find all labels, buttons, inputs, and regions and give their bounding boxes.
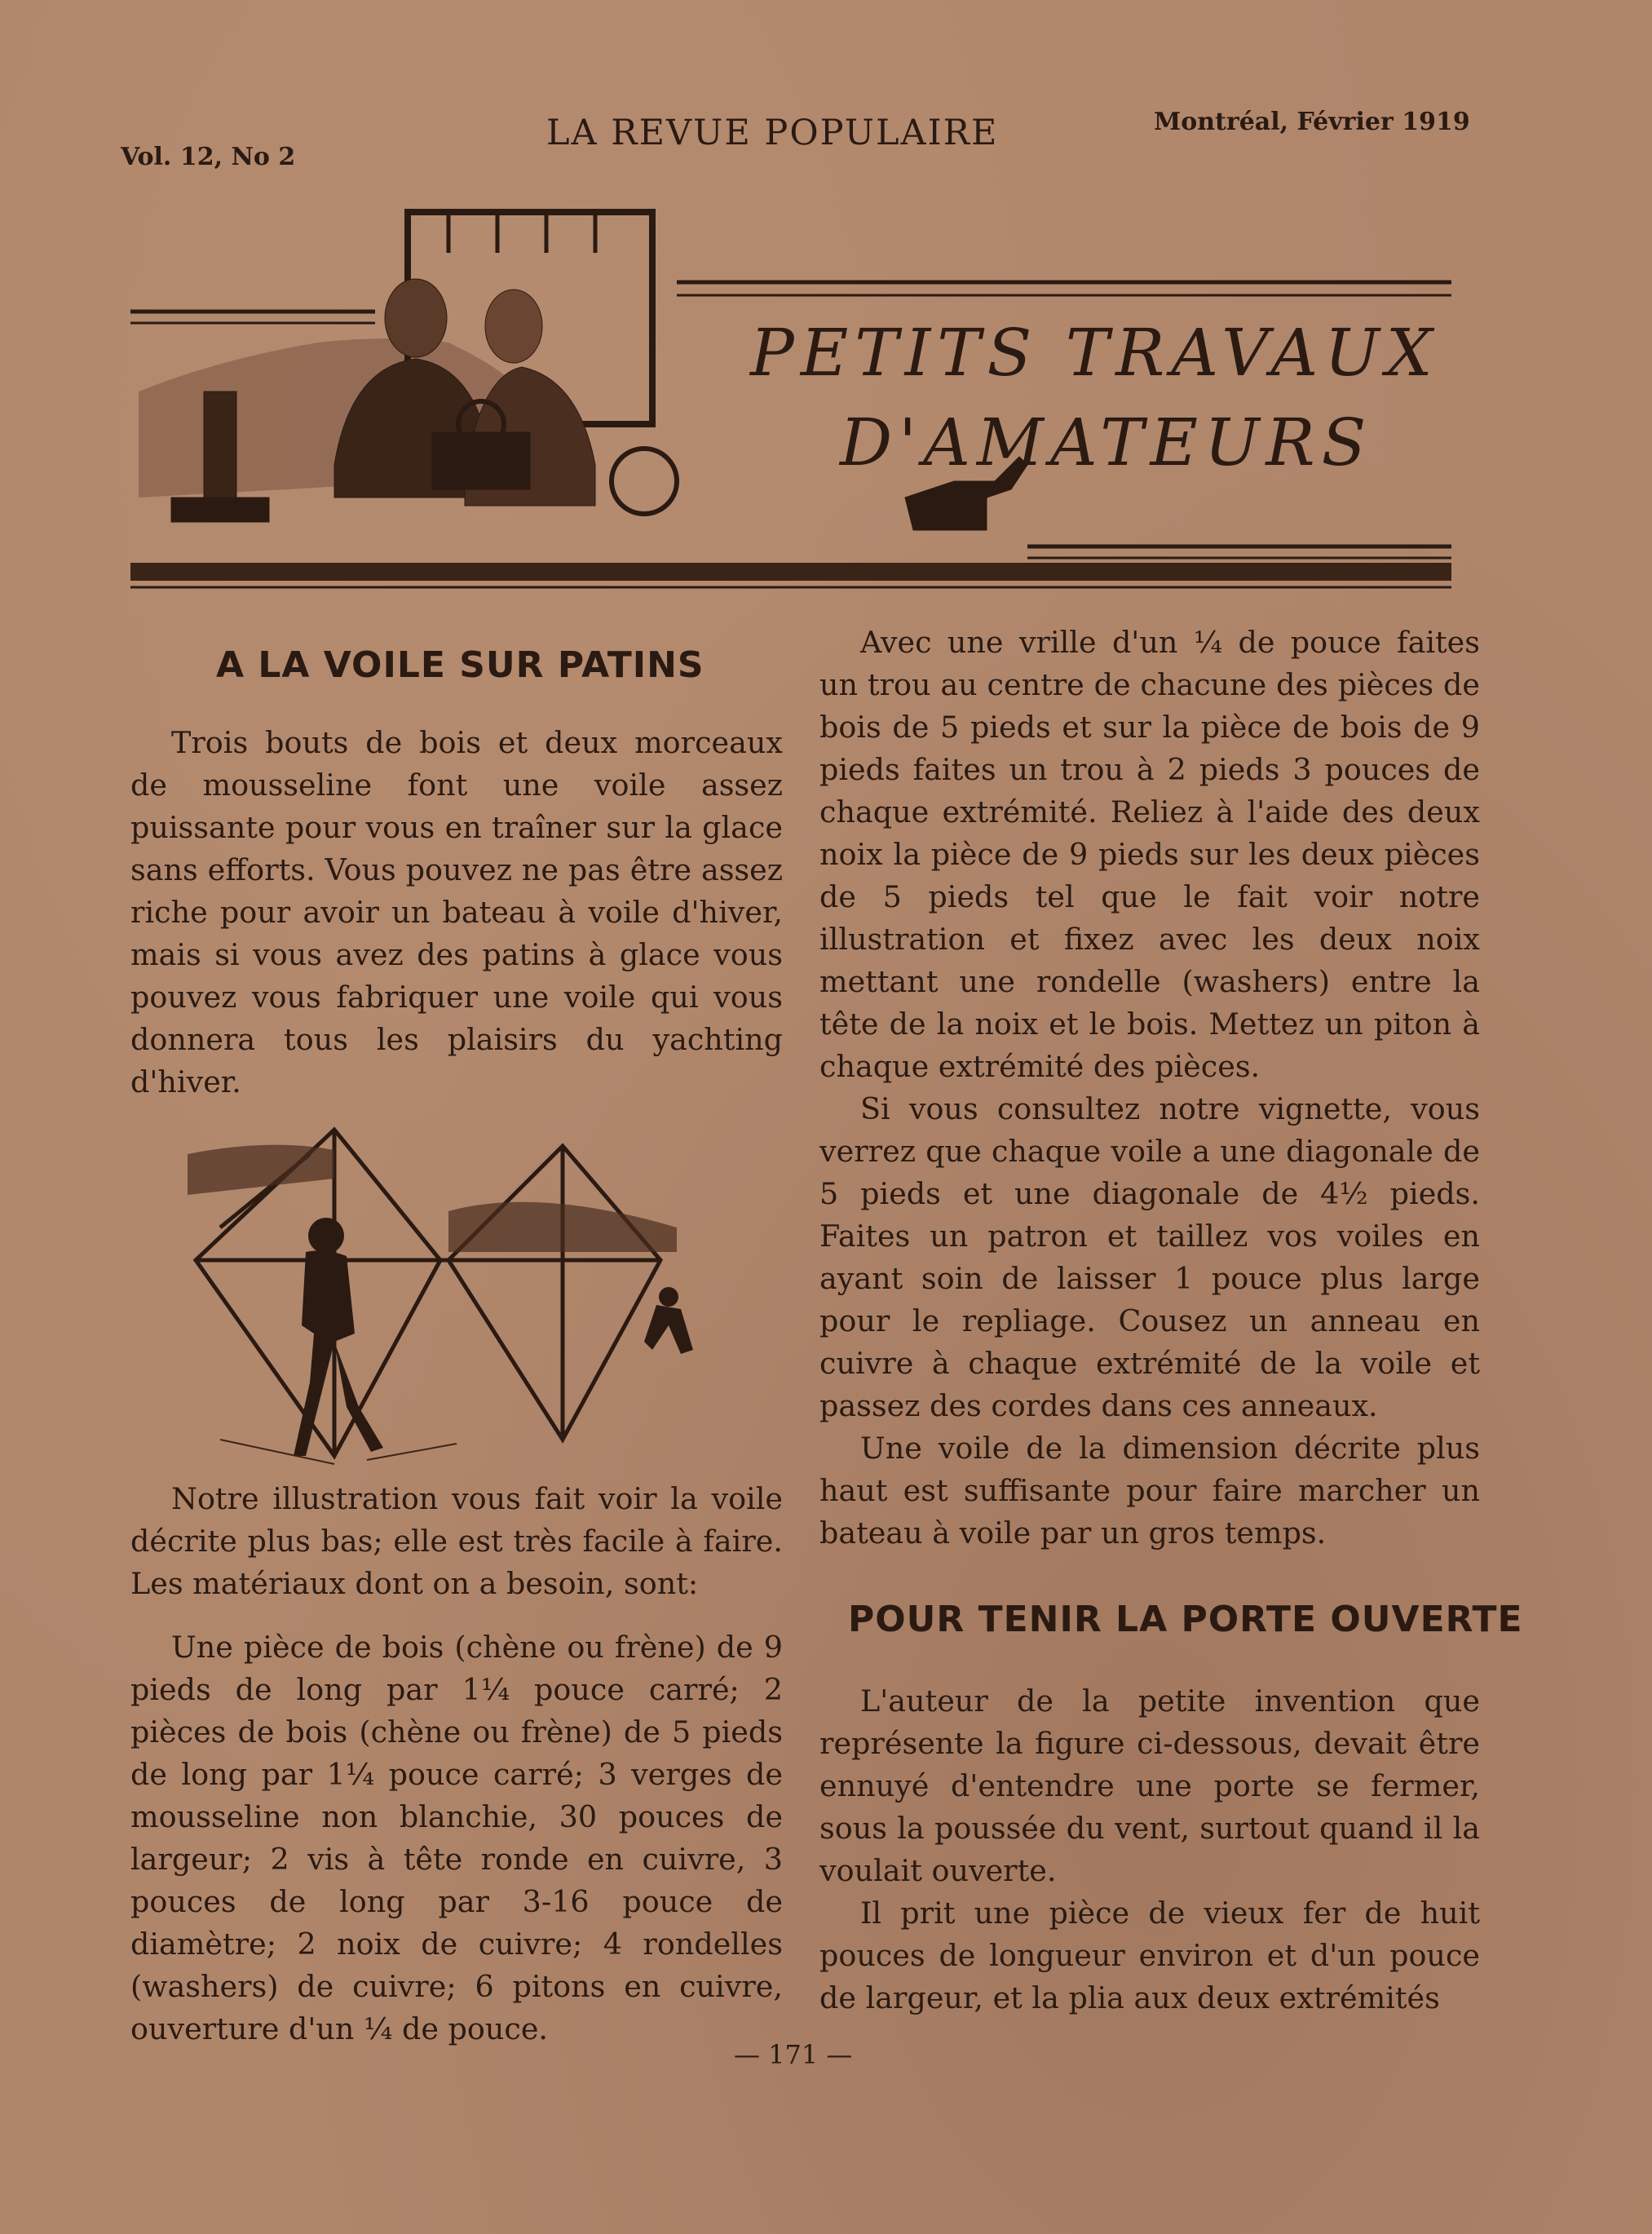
second-skater-icon: [644, 1287, 693, 1354]
article-paragraph: Trois bouts de bois et deux morceaux de mousseline font une voile assez puissante pour vous en traîner sur la glace sans efforts. Vous pouvez ne pas être assez riche pour avoir un bateau à voile d'hiver, mais si vous avez des patins à glace vous pouvez vous fabriquer une voile qui vous donnera tous les plaisirs du yachting d'hiver.: [130, 725, 783, 1099]
right-column-bottom: [819, 1680, 1480, 2019]
banner-title-line1: PETITS TRAVAUX: [750, 315, 1439, 391]
issue-date: Montréal, Février 1919: [1154, 108, 1470, 136]
article-paragraph: Une voile de la dimension décrite plus haut est suffisante pour faire marcher un bateau à voile par un gros temps.: [819, 1431, 1480, 1551]
ice-sail-illustration: [171, 1113, 742, 1472]
page-number: — 171 —: [734, 2039, 853, 2070]
article-paragraph: Si vous consultez notre vignette, vous verrez que chaque voile a une diagonale de 5 pieds et une diagonale de 4½ pieds. Faites un patron et taillez vos voiles en ayant soin de laisser 1 pouce plus large pour le repliage. Cousez un anneau en cuivre à chaque extrémité de la voile et passez des cordes dans ces anneaux.: [819, 1091, 1480, 1423]
left-column-bottom: [130, 1478, 783, 2050]
article-title: A LA VOILE SUR PATINS: [216, 644, 705, 686]
banner-title-line2: D'AMATEURS: [840, 405, 1373, 480]
article-paragraph: Il prit une pièce de vieux fer de huit pouces de longueur environ et d'un pouce de largeur, et la plia aux deux extrémités: [819, 1896, 1480, 2015]
left-column-top: [130, 722, 783, 1104]
article-paragraph: L'auteur de la petite invention que représente la figure ci-dessous, devait être ennuyé d'entendre une porte se fermer, sous la poussée du vent, surtout quand il la voulait ouverte.: [819, 1683, 1480, 1888]
right-column-top: [819, 622, 1480, 1555]
volume-number: Vol. 12, No 2: [121, 143, 296, 171]
banner-illustration: [122, 204, 1460, 620]
article-paragraph: Avec une vrille d'un ¼ de pouce faites un trou au centre de chacune des pièces de bois de 5 pieds et sur la pièce de bois de 9 pieds faites un trou à 2 pieds 3 pouces de chaque extrémité. Reliez à l'aide des deux noix la pièce de 9 pieds sur les deux pièces de 5 pieds tel que le fait voir notre illustration et fixez avec les deux noix mettant une rondelle (washers) entre la tête de la noix et le bois. Mettez un piton à chaque extrémité des pièces.: [819, 625, 1480, 1084]
magazine-title: LA REVUE POPULAIRE: [546, 113, 999, 153]
article-paragraph: Notre illustration vous fait voir la voile décrite plus bas; elle est très facile à faire. Les matériaux dont on a besoin, sont:: [130, 1481, 783, 1601]
article-paragraph: Une pièce de bois (chène ou frène) de 9 pieds de long par 1¼ pouce carré; 2 pièces de bois (chène ou frène) de 5 pieds de long par 1¼ pouce carré; 3 verges de mousseline non blanchie, 30 pouces de largeur; 2 vis à tête ronde en cuivre, 3 pouces de long par 3-16 pouce de diamètre; 2 noix de cuivre; 4 rondelles (washers) de cuivre; 6 pitons en cuivre, ouverture d'un ¼ de pouce.: [130, 1630, 783, 2046]
article-title: POUR TENIR LA PORTE OUVERTE: [848, 1599, 1523, 1640]
skater-figure-icon: [294, 1218, 383, 1456]
